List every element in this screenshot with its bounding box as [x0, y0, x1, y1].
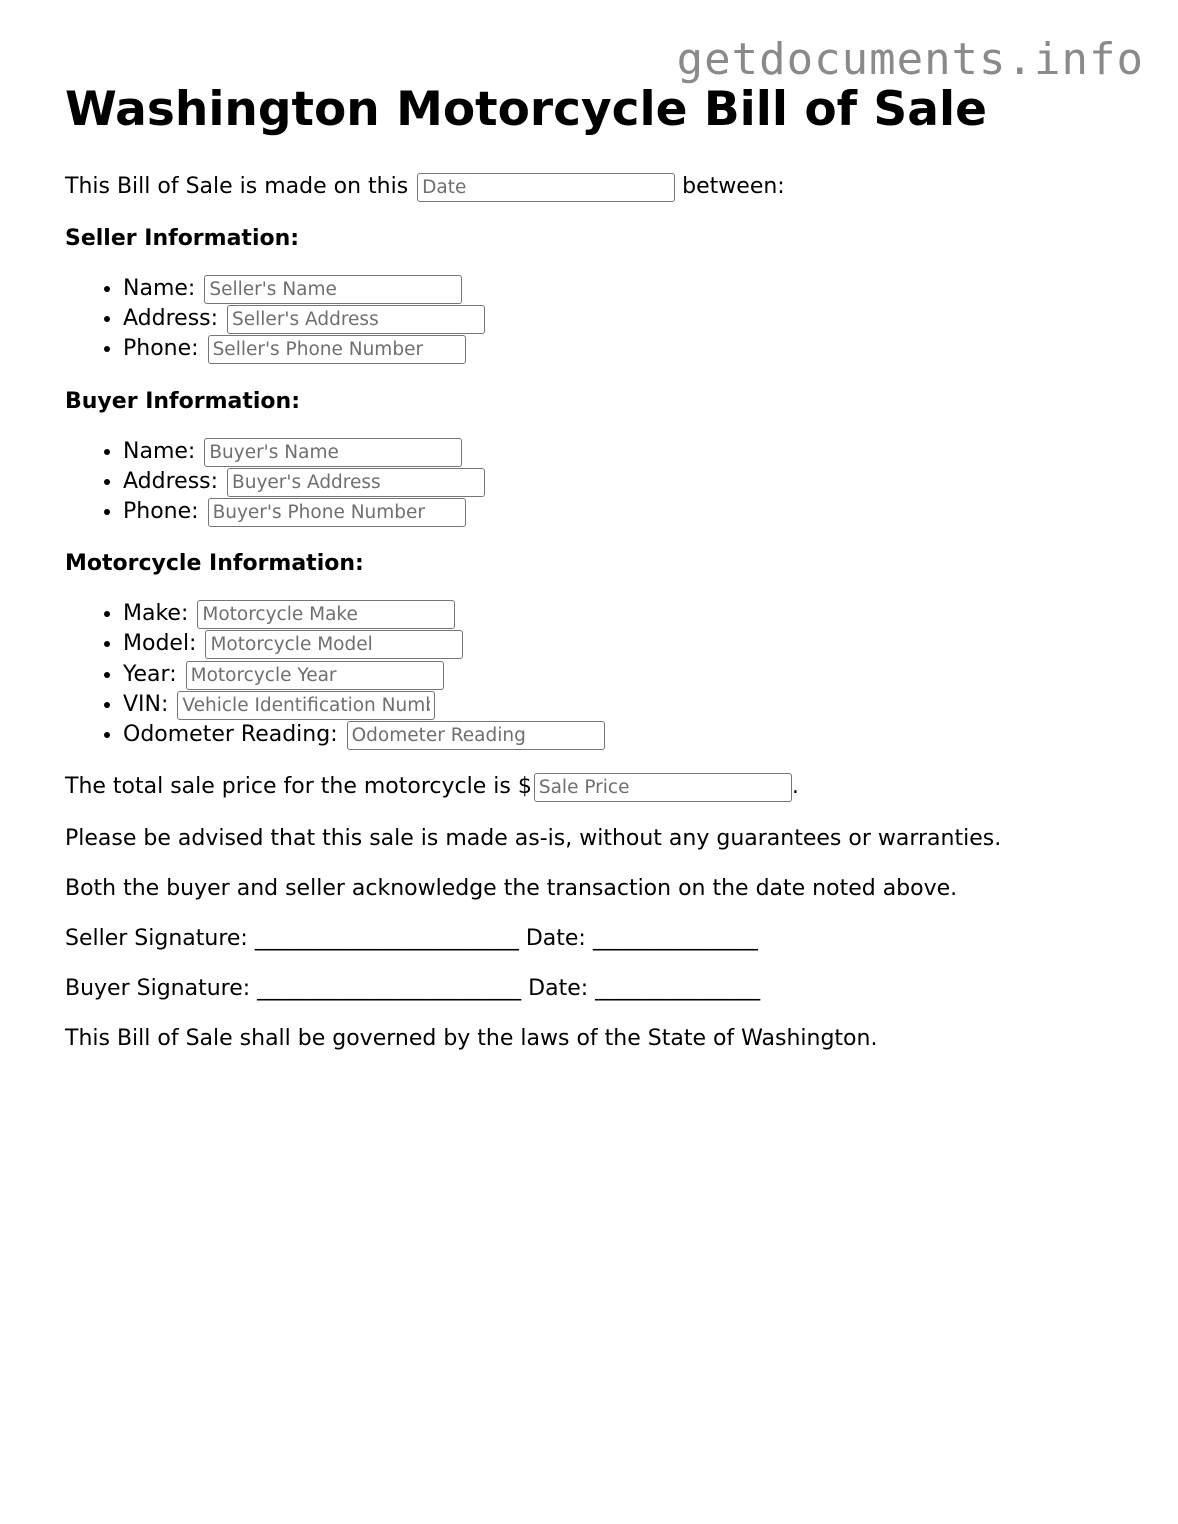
as-is-statement: Please be advised that this sale is made as-is, without any guarantees or warranties. [65, 826, 1002, 852]
intro-paragraph [65, 172, 1145, 202]
governing-law-statement: This Bill of Sale shall be governed by the laws of the State of Washington. [65, 1026, 878, 1052]
motorcycle-odometer-label: Odometer Reading: [123, 722, 338, 748]
sale-price-paragraph [65, 772, 1145, 802]
buyer-heading: Buyer Information: [65, 388, 300, 414]
buyer-address-label: Address: [123, 468, 219, 494]
motorcycle-odometer-item [123, 720, 1145, 750]
buyer-phone-input[interactable] [208, 498, 466, 527]
motorcycle-odometer-input[interactable] [347, 721, 605, 750]
intro-suffix: between: [682, 174, 785, 199]
seller-phone-item [123, 334, 1145, 364]
buyer-name-input[interactable] [204, 438, 462, 467]
buyer-phone-item [123, 497, 1145, 527]
seller-heading: Seller Information: [65, 226, 300, 251]
sale-price-input[interactable] [534, 773, 792, 802]
buyer-info-list [65, 437, 1145, 528]
buyer-name-label: Name: [123, 438, 196, 464]
motorcycle-model-label: Model: [123, 631, 197, 657]
seller-address-item [123, 304, 1145, 334]
motorcycle-year-label: Year: [123, 661, 177, 687]
seller-name-input[interactable] [204, 275, 462, 304]
buyer-address-item [123, 467, 1145, 497]
watermark: getdocuments.info [676, 34, 1144, 85]
buyer-signature-line: Buyer Signature: ________________________ Date: _______________ [65, 976, 761, 1002]
document-page [65, 82, 1145, 1054]
motorcycle-model-input[interactable] [205, 630, 463, 659]
page-title: Washington Motorcycle Bill of Sale [65, 82, 987, 137]
buyer-name-item [123, 437, 1145, 467]
motorcycle-heading: Motorcycle Information: [65, 551, 364, 577]
seller-phone-input[interactable] [208, 335, 466, 364]
seller-address-label: Address: [123, 306, 219, 332]
intro-prefix: This Bill of Sale is made on this [65, 174, 409, 199]
motorcycle-model-item [123, 629, 1145, 659]
sale-price-prefix: The total sale price for the motorcycle is $ [65, 774, 532, 800]
seller-signature-line: Seller Signature: ________________________ Date: _______________ [65, 926, 758, 952]
motorcycle-make-input[interactable] [197, 600, 455, 629]
acknowledgement-statement: Both the buyer and seller acknowledge the transaction on the date noted above. [65, 876, 958, 902]
buyer-phone-label: Phone: [123, 499, 199, 525]
seller-phone-label: Phone: [123, 336, 199, 362]
motorcycle-info-list [65, 599, 1145, 750]
seller-info-list [65, 274, 1145, 365]
buyer-address-input[interactable] [227, 468, 485, 497]
sale-date-input[interactable] [417, 173, 675, 202]
motorcycle-vin-item [123, 690, 1145, 720]
motorcycle-vin-input[interactable] [177, 691, 435, 720]
motorcycle-year-input[interactable] [186, 661, 444, 690]
seller-address-input[interactable] [227, 305, 485, 334]
motorcycle-year-item [123, 660, 1145, 690]
motorcycle-make-label: Make: [123, 601, 189, 627]
sale-price-suffix: . [791, 774, 799, 800]
motorcycle-vin-label: VIN: [123, 691, 169, 717]
seller-name-label: Name: [123, 276, 196, 301]
motorcycle-make-item [123, 599, 1145, 629]
seller-name-item [123, 274, 1145, 304]
